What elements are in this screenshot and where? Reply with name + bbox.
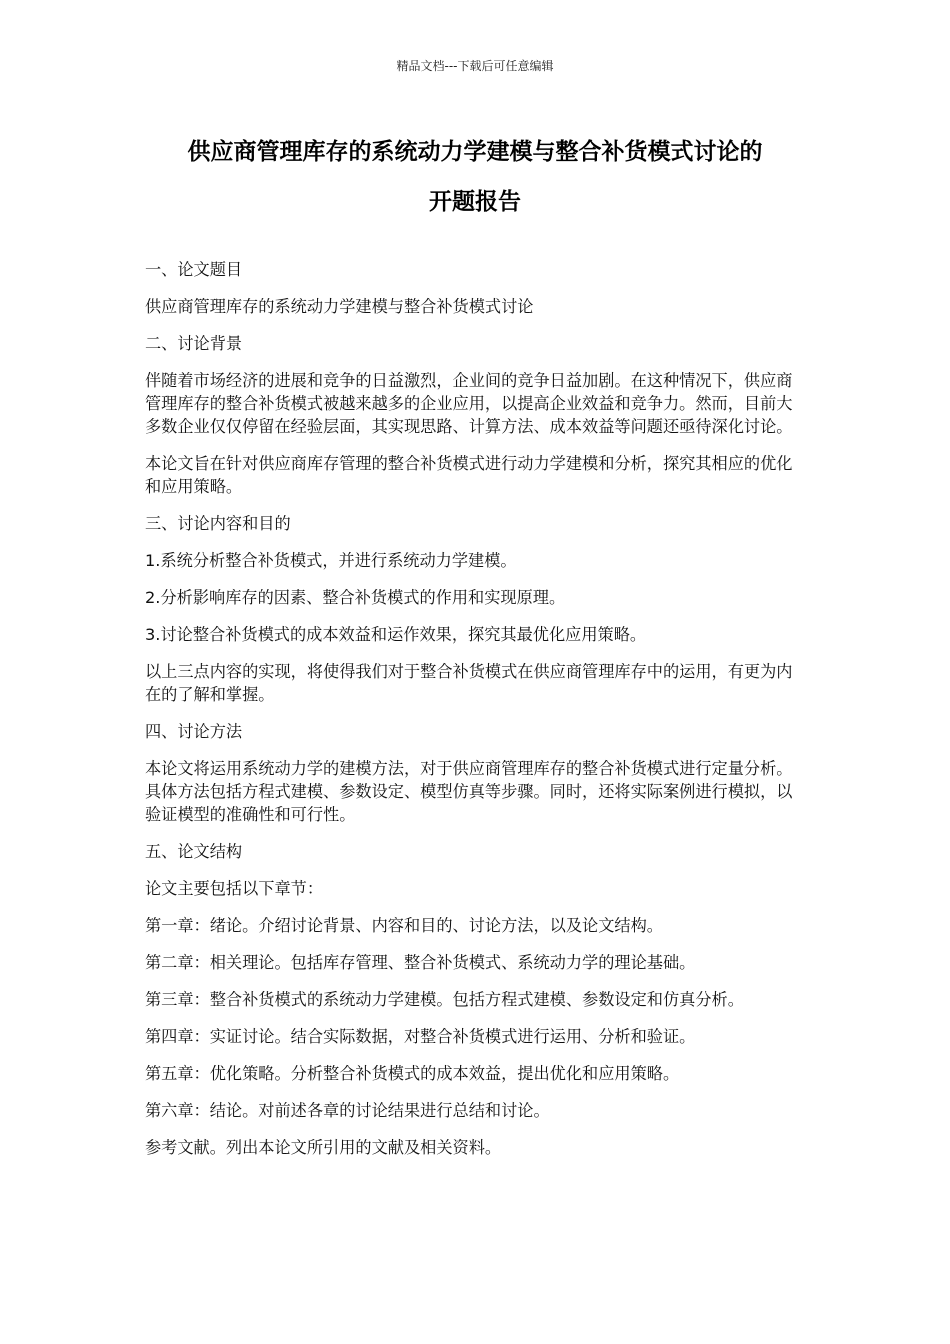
page-header: 精品文档---下载后可任意编辑	[396, 59, 554, 73]
paragraph-references: 参考文献。列出本论文所引用的文献及相关资料。	[145, 1138, 502, 1157]
paragraph-chapter-4: 第四章：实证讨论。结合实际数据，对整合补货模式进行运用、分析和验证。	[145, 1027, 696, 1046]
section-heading-background: 二、讨论背景	[145, 334, 243, 353]
paragraph-content-item-3: 3.讨论整合补货模式的成本效益和运作效果，探究其最优化应用策略。	[145, 625, 647, 644]
paragraph-chapter-5: 第五章：优化策略。分析整合补货模式的成本效益，提出优化和应用策略。	[145, 1064, 680, 1083]
document-body	[145, 258, 805, 1173]
paragraph-chapter-1: 第一章：绪论。介绍讨论背景、内容和目的、讨论方法，以及论文结构。	[145, 916, 663, 935]
paragraph-chapter-6: 第六章：结论。对前述各章的讨论结果进行总结和讨论。	[145, 1101, 550, 1120]
document-title	[145, 134, 805, 220]
paragraph-background-1: 伴随着市场经济的进展和竞争的日益激烈，企业间的竞争日益加剧。在这种情况下，供应商管理库存的整合补货模式被越来越多的企业应用，以提高企业效益和竞争力。然而，目前大多数企业仅仅停留在经验层面，其实现思路、计算方法、成本效益等问题还亟待深化讨论。	[145, 371, 793, 436]
paragraph-content-item-2: 2.分析影响库存的因素、整合补货模式的作用和实现原理。	[145, 588, 566, 607]
paragraph-content-summary: 以上三点内容的实现，将使得我们对于整合补货模式在供应商管理库存中的运用，有更为内在的了解和掌握。	[145, 662, 793, 704]
paragraph-background-2: 本论文旨在针对供应商库存管理的整合补货模式进行动力学建模和分析，探究其相应的优化和应用策略。	[145, 454, 793, 496]
paragraph-method: 本论文将运用系统动力学的建模方法，对于供应商管理库存的整合补货模式进行定量分析。具体方法包括方程式建模、参数设定、模型仿真等步骤。同时，还将实际案例进行模拟，以验证模型的准确性和可行性。	[145, 759, 793, 824]
paragraph-structure-intro: 论文主要包括以下章节：	[145, 879, 324, 898]
section-heading-topic: 一、论文题目	[145, 260, 243, 279]
paragraph-topic: 供应商管理库存的系统动力学建模与整合补货模式讨论	[145, 297, 534, 316]
paragraph-content-item-1: 1.系统分析整合补货模式，并进行系统动力学建模。	[145, 551, 517, 570]
section-heading-structure: 五、论文结构	[145, 842, 243, 861]
document-title-line-1: 供应商管理库存的系统动力学建模与整合补货模式讨论的	[187, 139, 763, 165]
section-heading-content: 三、讨论内容和目的	[145, 514, 291, 533]
document-title-line-2: 开题报告	[429, 189, 521, 215]
section-heading-method: 四、讨论方法	[145, 722, 243, 741]
paragraph-chapter-2: 第二章：相关理论。包括库存管理、整合补货模式、系统动力学的理论基础。	[145, 953, 696, 972]
paragraph-chapter-3: 第三章：整合补货模式的系统动力学建模。包括方程式建模、参数设定和仿真分析。	[145, 990, 744, 1009]
